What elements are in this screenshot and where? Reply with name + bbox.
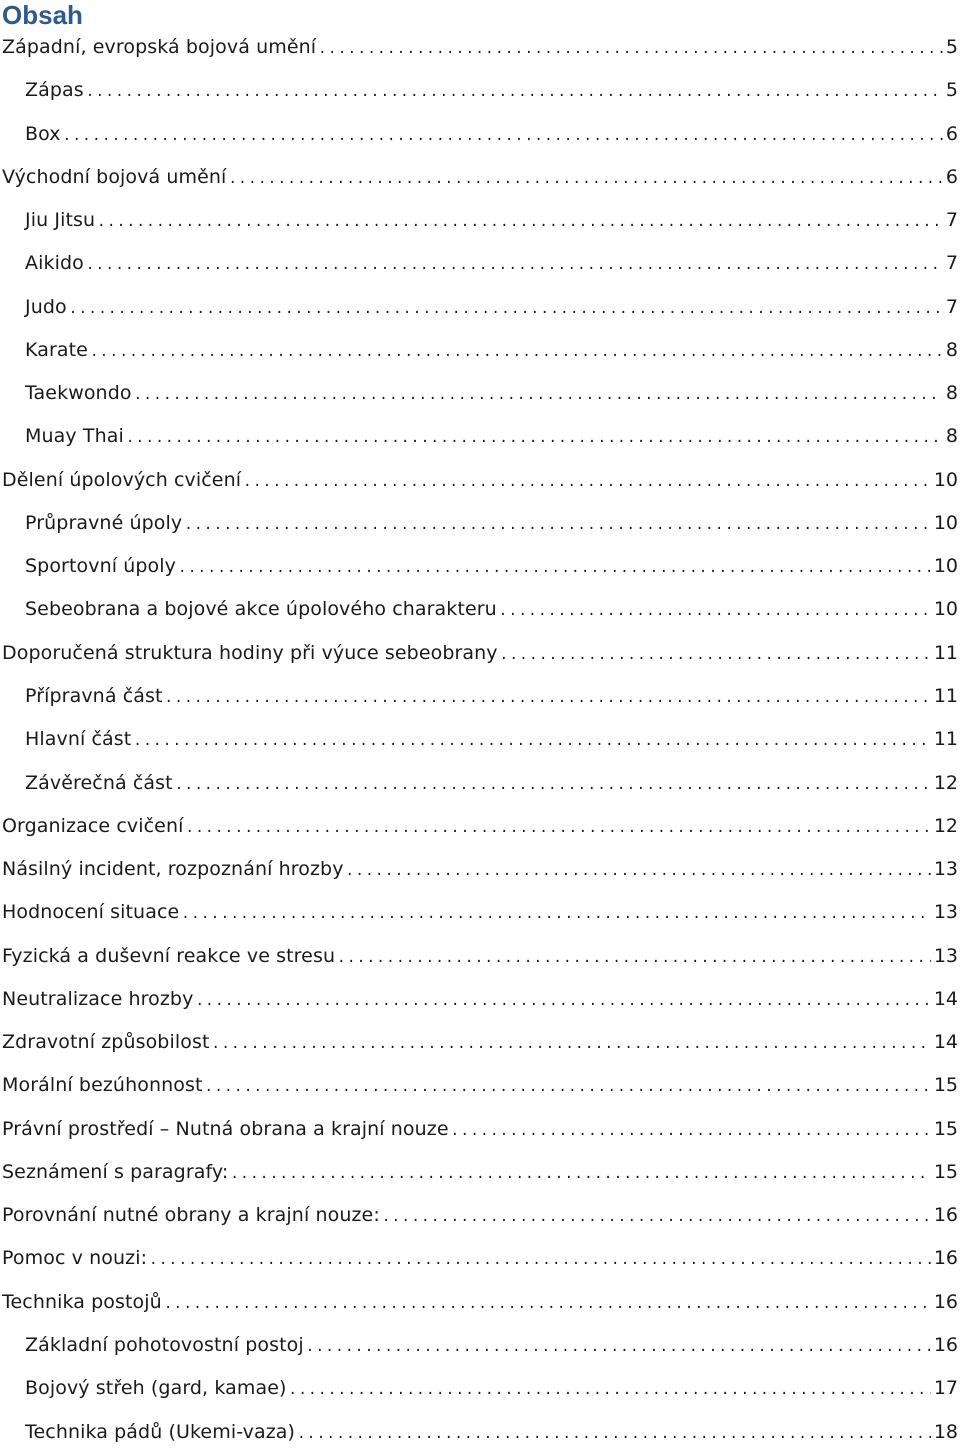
toc-dot-leader [133,720,930,763]
toc-entry[interactable] [0,718,960,761]
toc-entry-label: Přípravná část [25,684,163,707]
toc-entry-page-number: 5 [945,79,958,102]
toc-entry[interactable] [0,372,960,415]
toc-dot-leader [228,158,942,201]
toc-entry-page-number: 8 [945,382,958,405]
toc-dot-leader [337,937,931,980]
toc-dot-leader [69,288,943,331]
toc-entry-label: Morální bezúhonnost [2,1074,203,1097]
toc-dot-leader [63,115,943,158]
toc-entry-page-number: 6 [945,165,958,188]
toc-entry-label: Zdravotní způsobilost [2,1031,210,1054]
toc-entry[interactable] [0,978,960,1021]
toc-dot-leader [195,980,930,1023]
toc-dot-leader [243,461,931,504]
toc-dot-leader [86,244,943,287]
toc-entry-page-number: 10 [933,555,958,578]
toc-entry[interactable] [0,1021,960,1064]
toc-dot-leader [149,1239,931,1282]
toc-entry[interactable] [0,1411,960,1454]
toc-entry-label: Muay Thai [25,425,124,448]
toc-entry-label: Závěrečná část [25,771,173,794]
toc-entry[interactable] [0,156,960,199]
toc-entry-page-number: 11 [933,684,958,707]
toc-entry-page-number: 8 [945,425,958,448]
toc-entry-label: Základní pohotovostní postoj [25,1333,304,1356]
toc-entry-label: Dělení úpolových cvičení [2,468,242,491]
toc-dot-leader [230,1153,930,1196]
toc-dot-leader [184,504,931,547]
toc-dot-leader [97,201,943,244]
toc-dot-leader [297,1413,931,1456]
toc-entry-page-number: 13 [933,901,958,924]
toc-entry-label: Karate [25,338,88,361]
toc-entry-page-number: 11 [933,641,958,664]
toc-entry-label: Východní bojová umění [2,165,227,188]
toc-entry-label: Průpravné úpoly [25,511,183,534]
toc-entry-label: Aikido [25,252,84,275]
toc-entry-page-number: 18 [933,1420,958,1443]
toc-entry-page-number: 13 [933,944,958,967]
toc-dot-leader [126,417,943,460]
toc-entry[interactable] [0,935,960,978]
toc-entry-page-number: 12 [933,771,958,794]
toc-entry-label: Zápas [25,79,84,102]
toc-dot-leader [164,1283,931,1326]
toc-entry-page-number: 10 [933,598,958,621]
table-of-contents [0,26,960,1454]
toc-entry-page-number: 17 [933,1377,958,1400]
toc-entry-page-number: 16 [933,1204,958,1227]
toc-entry[interactable] [0,286,960,329]
toc-entry[interactable] [0,1237,960,1280]
toc-entry[interactable] [0,242,960,285]
toc-entry-label: Bojový střeh (gard, kamae) [25,1377,287,1400]
toc-entry-label: Hlavní část [25,728,132,751]
toc-entry[interactable] [0,848,960,891]
toc-entry-label: Sebeobrana a bojové akce úpolového charakteru [25,598,497,621]
toc-dot-leader [134,374,943,417]
toc-entry-page-number: 10 [933,468,958,491]
toc-dot-leader [90,331,943,374]
toc-entry-page-number: 11 [933,728,958,751]
toc-entry-label: Judo [25,295,67,318]
toc-entry[interactable] [0,1064,960,1107]
toc-entry[interactable] [0,113,960,156]
toc-entry-page-number: 8 [945,338,958,361]
toc-entry-page-number: 10 [933,511,958,534]
toc-entry-label: Násilný incident, rozpoznání hrozby [2,858,344,881]
toc-entry-label: Technika postojů [2,1290,162,1313]
toc-entry[interactable] [0,459,960,502]
toc-entry[interactable] [0,329,960,372]
toc-entry-page-number: 14 [933,987,958,1010]
toc-entry-page-number: 15 [933,1117,958,1140]
toc-entry[interactable] [0,805,960,848]
toc-entry[interactable] [0,632,960,675]
toc-entry[interactable] [0,502,960,545]
toc-dot-leader [86,71,943,114]
toc-dot-leader [306,1326,931,1369]
toc-entry[interactable] [0,588,960,631]
toc-entry[interactable] [0,1108,960,1151]
toc-entry-label: Sportovní úpoly [25,555,176,578]
toc-dot-leader [499,590,931,633]
toc-entry[interactable] [0,1151,960,1194]
toc-dot-leader [181,893,931,936]
toc-entry-label: Pomoc v nouzi: [2,1247,148,1270]
toc-entry[interactable] [0,69,960,112]
toc-entry[interactable] [0,1324,960,1367]
toc-entry-label: Doporučená struktura hodiny při výuce sebeobrany [2,641,498,664]
toc-entry-label: Organizace cvičení [2,814,184,837]
toc-entry-page-number: 16 [933,1333,958,1356]
toc-entry[interactable] [0,26,960,69]
toc-entry[interactable] [0,1281,960,1324]
toc-entry[interactable] [0,199,960,242]
toc-entry-label: Fyzická a duševní reakce ve stresu [2,944,336,967]
toc-dot-leader [212,1023,931,1066]
toc-entry-page-number: 6 [945,122,958,145]
toc-entry-label: Seznámení s paragrafy: [2,1160,229,1183]
toc-entry-page-number: 15 [933,1160,958,1183]
toc-entry-label: Hodnocení situace [2,901,180,924]
toc-entry[interactable] [0,891,960,934]
toc-entry-page-number: 7 [945,252,958,275]
toc-dot-leader [346,850,931,893]
toc-entry-page-number: 12 [933,814,958,837]
toc-entry-page-number: 14 [933,1031,958,1054]
toc-entry-page-number: 16 [933,1290,958,1313]
toc-entry[interactable] [0,415,960,458]
toc-dot-leader [185,807,930,850]
toc-entry[interactable] [0,545,960,588]
toc-entry-label: Porovnání nutné obrany a krajní nouze: [2,1204,380,1227]
toc-entry[interactable] [0,1194,960,1237]
toc-dot-leader [165,677,931,720]
toc-dot-leader [178,547,931,590]
toc-dot-leader [205,1066,931,1109]
toc-entry[interactable] [0,675,960,718]
toc-dot-leader [382,1196,931,1239]
toc-entry-label: Neutralizace hrozby [2,987,194,1010]
toc-dot-leader [500,634,931,677]
toc-entry-label: Jiu Jitsu [25,209,96,232]
toc-entry-label: Technika pádů (Ukemi-vaza) [25,1420,296,1443]
toc-entry-label: Taekwondo [25,382,132,405]
toc-entry-page-number: 7 [945,295,958,318]
toc-entry[interactable] [0,762,960,805]
toc-entry-page-number: 16 [933,1247,958,1270]
toc-entry-page-number: 7 [945,209,958,232]
toc-entry-label: Právní prostředí – Nutná obrana a krajní nouze [2,1117,449,1140]
toc-entry-page-number: 5 [945,36,958,58]
toc-dot-leader [451,1110,931,1153]
toc-entry-label: Box [25,122,61,145]
toc-dot-leader [289,1369,931,1412]
toc-entry-label: Západní, evropská bojová umění [2,36,317,58]
toc-entry-page-number: 15 [933,1074,958,1097]
page-title: Obsah [2,0,83,30]
toc-dot-leader [175,764,931,807]
toc-entry-page-number: 13 [933,858,958,881]
toc-entry[interactable] [0,1367,960,1410]
toc-dot-leader [318,28,943,71]
